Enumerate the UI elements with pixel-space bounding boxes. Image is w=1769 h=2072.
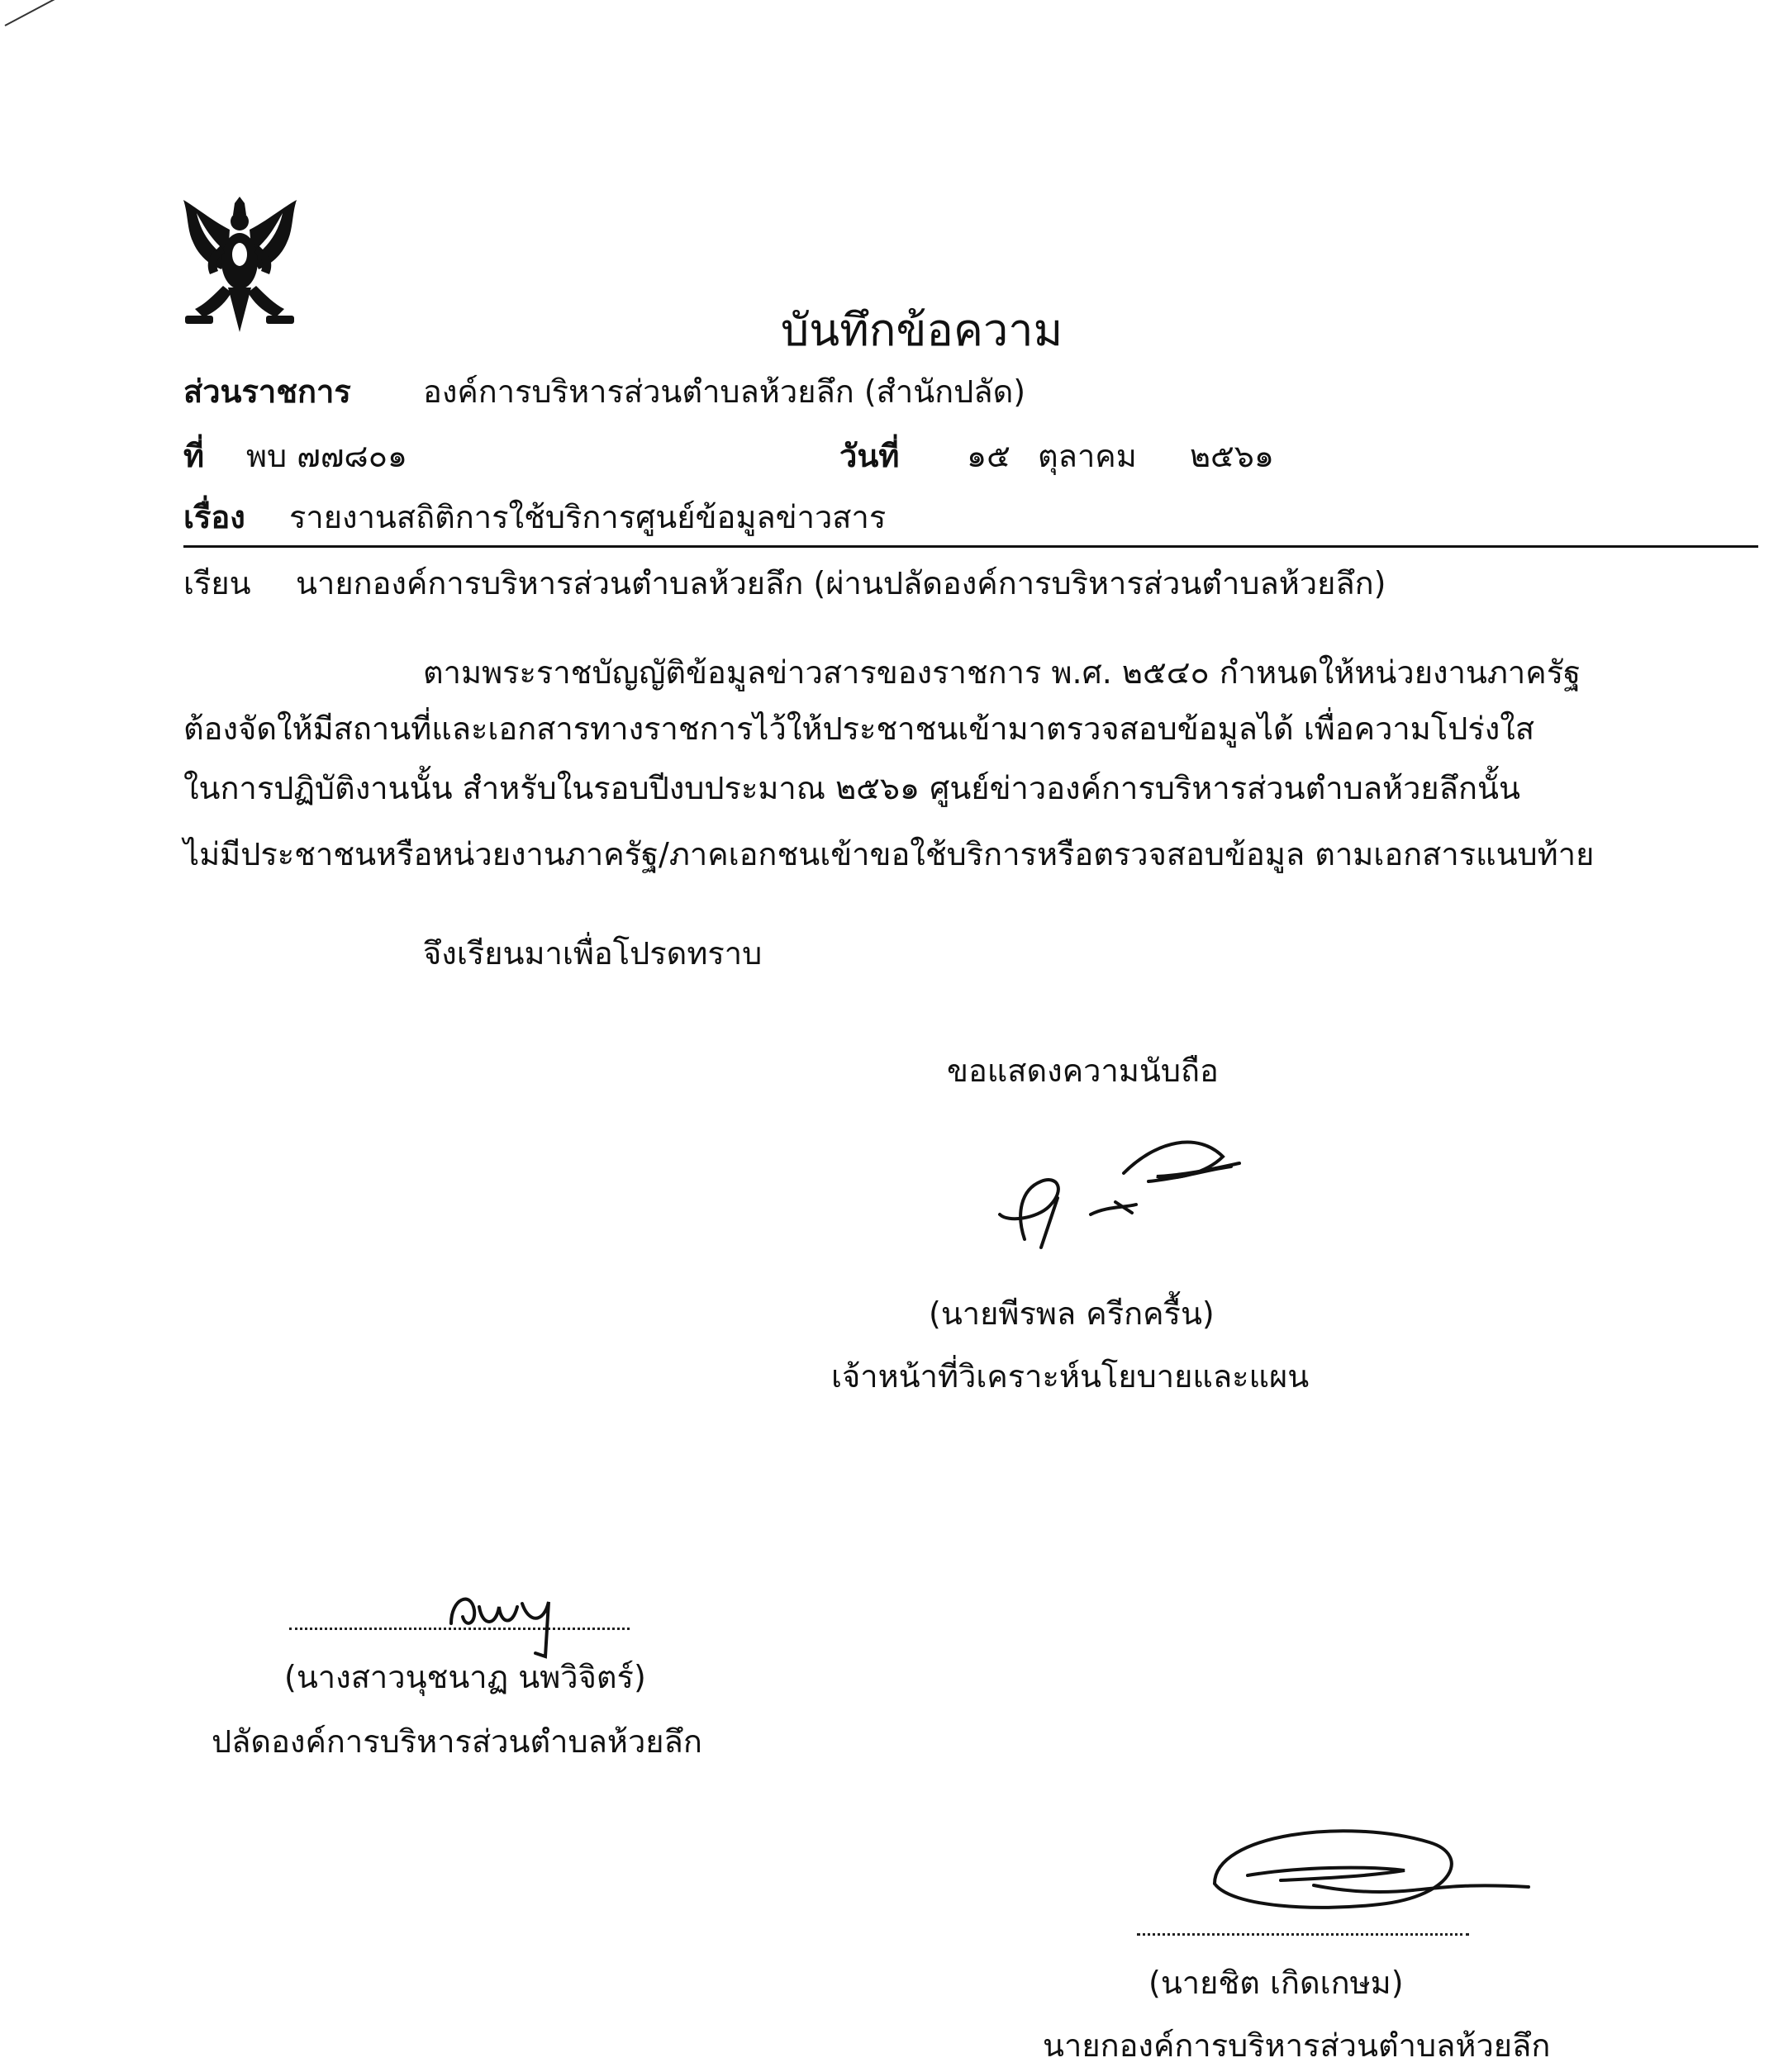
ref-label: ที่ xyxy=(183,438,205,474)
signature-main xyxy=(991,1124,1256,1247)
signer-right-position: นายกองค์การบริหารส่วนตำบลห้วยลึก xyxy=(1043,2027,1551,2064)
recipient-label: เรียน xyxy=(183,565,251,601)
date-year: ๒๕๖๑ xyxy=(1190,438,1275,474)
ref-value: พบ ๗๗๘๐๑ xyxy=(246,438,408,474)
memo-title: บันทึกข้อความ xyxy=(781,304,1063,356)
date-day: ๑๕ xyxy=(967,438,1011,474)
signer-left-position: ปลัดองค์การบริหารส่วนตำบลห้วยลึก xyxy=(212,1723,702,1760)
body-line: ไม่มีประชาชนหรือหน่วยงานภาครัฐ/ภาคเอกชนเข้าขอใช้บริการหรือตรวจสอบข้อมูล ตามเอกสารแนบท้าย xyxy=(183,836,1595,872)
signoff: ขอแสดงความนับถือ xyxy=(947,1053,1219,1089)
signer-main-name: (นายพีรพล ครีกครื้น) xyxy=(929,1295,1215,1332)
body-line: ตามพระราชบัญญัติข้อมูลข่าวสารของราชการ พ.ศ. ๒๕๔๐ กำหนดให้หน่วยงานภาครัฐ xyxy=(423,654,1581,691)
agency-value: องค์การบริหารส่วนตำบลห้วยลึก (สำนักปลัด) xyxy=(423,373,1026,410)
signer-right-name: (นายชิต เกิดเกษม) xyxy=(1148,1965,1404,2001)
signer-main-position: เจ้าหน้าที่วิเคราะห์นโยบายและแผน xyxy=(831,1358,1310,1395)
recipient-value: นายกองค์การบริหารส่วนตำบลห้วยลึก (ผ่านปลัดองค์การบริหารส่วนตำบลห้วยลึก) xyxy=(296,565,1386,601)
garuda-emblem-icon xyxy=(180,197,300,333)
agency-label: ส่วนราชการ xyxy=(183,373,351,410)
closing-line: จึงเรียนมาเพื่อโปรดทราบ xyxy=(423,935,763,972)
date-month: ตุลาคม xyxy=(1038,438,1137,474)
signature-right xyxy=(1198,1818,1545,1925)
stray-pencil-mark xyxy=(5,0,78,26)
subject-value: รายงานสถิติการใช้บริการศูนย์ข้อมูลข่าวสาร xyxy=(289,499,887,535)
signature-left xyxy=(446,1574,562,1665)
body-line: ในการปฏิบัติงานนั้น สำหรับในรอบปีงบประมาณ ๒๕๖๑ ศูนย์ข่าวองค์การบริหารส่วนตำบลห้วยลึกนั้น xyxy=(183,770,1520,806)
signer-left-name: (นางสาวนุชนาฏ นพวิจิตร์) xyxy=(284,1659,646,1695)
subject-label: เรื่อง xyxy=(183,499,245,535)
header-divider xyxy=(183,545,1758,548)
date-label: วันที่ xyxy=(839,438,900,474)
body-line: ต้องจัดให้มีสถานที่และเอกสารทางราชการไว้ให้ประชาชนเข้ามาตรวจสอบข้อมูลได้ เพื่อความโปร่งใส xyxy=(183,710,1535,747)
signature-line-right xyxy=(1137,1933,1469,1936)
